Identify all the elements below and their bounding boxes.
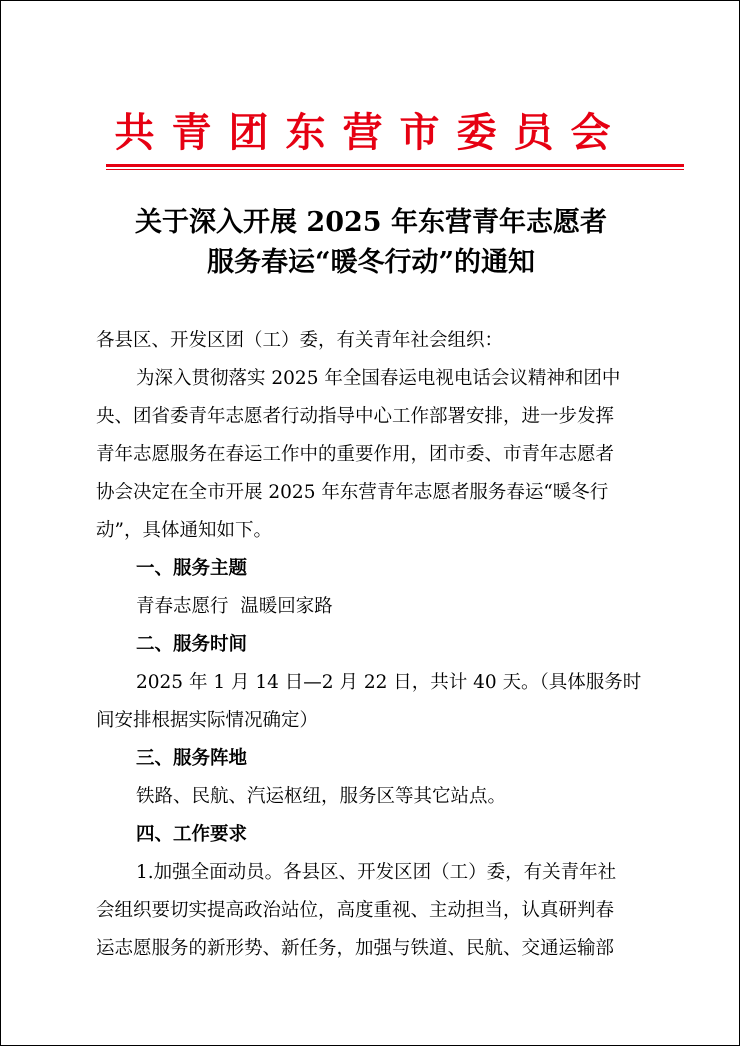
section-heading-requirements: 四、工作要求 <box>136 824 248 845</box>
organization-header: 共青团东营市委员会 <box>114 109 628 156</box>
salutation: 各县区、开发区团（工）委，有关青年社会组织： <box>96 330 504 351</box>
document-title-line-2: 服务春运“暖冬行动”的通知 <box>206 247 536 278</box>
section-heading-theme: 一、服务主题 <box>136 558 248 579</box>
section-text-requirements: 会组织要切实提高政治站位，高度重视、主动担当，认真研判春 <box>96 900 615 921</box>
section-text-location: 铁路、民航、汽运枢纽，服务区等其它站点。 <box>136 786 507 807</box>
document-title-line-1: 关于深入开展 2025 年东营青年志愿者 <box>135 207 607 238</box>
section-text-theme: 青春志愿行 温暖回家路 <box>136 596 333 617</box>
section-heading-location: 三、服务阵地 <box>136 748 248 769</box>
intro-line: 央、团省委青年志愿者行动指导中心工作部署安排，进一步发挥 <box>96 406 615 427</box>
section-heading-time: 二、服务时间 <box>136 634 248 655</box>
intro-line: 动”，具体通知如下。 <box>96 520 272 541</box>
section-text-requirements: 1.加强全面动员。各县区、开发区团（工）委，有关青年社 <box>136 862 617 883</box>
header-rule-thin <box>106 169 684 170</box>
document-body <box>96 322 648 968</box>
section-text-time: 间安排根据实际情况确定） <box>96 710 319 731</box>
intro-line: 青年志愿服务在春运工作中的重要作用，团市委、市青年志愿者 <box>96 444 615 465</box>
intro-line: 为深入贯彻落实 2025 年全国春运电视电话会议精神和团中 <box>136 368 621 389</box>
section-text-requirements: 运志愿服务的新形势、新任务，加强与铁道、民航、交通运输部 <box>96 938 615 959</box>
intro-line: 协会决定在全市开展 2025 年东营青年志愿者服务春运“暖冬行 <box>96 482 609 503</box>
header-rule-thick <box>106 164 684 167</box>
section-text-time: 2025 年 1 月 14 日—2 月 22 日，共计 40 天。（具体服务时 <box>136 672 642 693</box>
